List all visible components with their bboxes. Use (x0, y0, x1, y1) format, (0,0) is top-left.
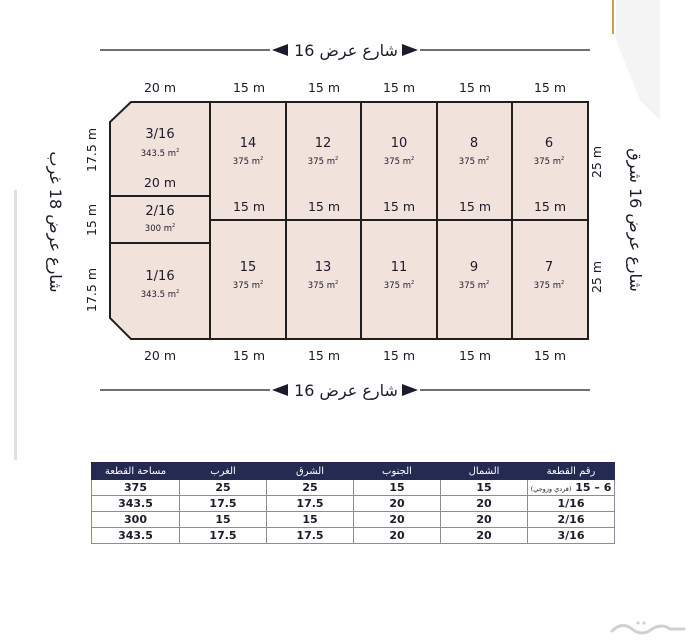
dims-west (84, 128, 99, 312)
dim-top-2: 15 m (232, 80, 266, 95)
cell-north: 20 (441, 496, 528, 512)
street-east-label: شارع عرض 16 شرق (626, 148, 645, 292)
plot-15 (210, 220, 286, 339)
dim-east-1: 25 m (589, 145, 604, 179)
dim-bottom-3: 15 m (307, 348, 341, 363)
table-header-row (92, 463, 615, 480)
dim-west-1: 17.5 m (84, 128, 99, 172)
plot-area: 375 $m^2$ (383, 156, 415, 167)
cell-area: 300 (92, 512, 180, 528)
plots-table (91, 462, 615, 544)
cell-west: 15 (180, 512, 267, 528)
cell-west: 17.5 (180, 528, 267, 544)
plot-area: 375 $m^2$ (533, 280, 565, 291)
plot-number: 14 (239, 136, 257, 151)
plot-area: 343.5 $m^2$ (140, 148, 180, 159)
street-top-label: شارع عرض 16 (294, 41, 398, 60)
cell-south: 20 (354, 512, 441, 528)
cell-plot: 1/16 (528, 496, 615, 512)
dim-middle-2: 15 m (232, 199, 266, 214)
plot-area: 375 $m^2$ (458, 156, 490, 167)
dim-middle-1: 20 m (143, 175, 177, 190)
dim-middle-6: 15 m (533, 199, 567, 214)
plot-7 (512, 220, 588, 339)
plot-13 (286, 220, 361, 339)
cell-east: 17.5 (267, 528, 354, 544)
plot-number: 6 (544, 136, 554, 151)
cell-area: 343.5 (92, 496, 180, 512)
plot-area: 375 $m^2$ (383, 280, 415, 291)
plot-number: 8 (469, 136, 479, 151)
cell-north: 20 (441, 512, 528, 528)
arrow-right-icon (402, 384, 418, 396)
dim-bottom-2: 15 m (232, 348, 266, 363)
dim-east-2: 25 m (589, 260, 604, 294)
dim-top-6: 15 m (533, 80, 567, 95)
dim-west-2: 15 m (84, 203, 99, 237)
plot-area: 375 $m^2$ (307, 156, 339, 167)
cell-plot: 3/16 (528, 528, 615, 544)
plot-number: 9 (469, 260, 479, 275)
dim-bottom-6: 15 m (533, 348, 567, 363)
cell-east: 17.5 (267, 496, 354, 512)
plot-number: 2/16 (145, 204, 175, 219)
plot-number: 11 (390, 260, 408, 275)
dim-middle-4: 15 m (382, 199, 416, 214)
table-row (92, 480, 615, 496)
plot-area: 375 $m^2$ (232, 156, 264, 167)
plot-area: 343.5 $m^2$ (140, 289, 180, 300)
header-west: الغرب (180, 463, 267, 480)
header-north: الشمال (441, 463, 528, 480)
plot-11 (361, 220, 437, 339)
cell-area: 375 (92, 480, 180, 496)
cell-plot: 2/16 (528, 512, 615, 528)
dims-top (144, 80, 566, 95)
cell-west: 17.5 (180, 496, 267, 512)
header-area: مساحة القطعة (92, 463, 180, 480)
dims-bottom (144, 348, 566, 363)
cell-north: 15 (441, 480, 528, 496)
arrow-left-icon (272, 44, 288, 56)
cell-south: 15 (354, 480, 441, 496)
plots (110, 102, 588, 339)
watermark-logo-icon (608, 617, 688, 637)
plot-area: 375 $m^2$ (307, 280, 339, 291)
cell-east: 15 (267, 512, 354, 528)
plot-note: (فردي وزوجي) (530, 485, 572, 493)
header-plot: رقم القطعة (528, 463, 615, 480)
plot-area: 375 $m^2$ (533, 156, 565, 167)
dim-bottom-1: 20 m (143, 348, 177, 363)
plot-9 (437, 220, 512, 339)
arrow-left-icon (272, 384, 288, 396)
street-west-label: شارع عرض 18 غرب (46, 151, 65, 293)
table-row (92, 512, 615, 528)
dim-middle-5: 15 m (458, 199, 492, 214)
cell-plot (528, 480, 615, 496)
dim-bottom-4: 15 m (382, 348, 416, 363)
header-east: الشرق (267, 463, 354, 480)
plot-number: 7 (544, 260, 554, 275)
dim-top-1: 20 m (143, 80, 177, 95)
table-row (92, 528, 615, 544)
cell-south: 20 (354, 496, 441, 512)
plot-number: 15 (239, 260, 257, 275)
table-row (92, 496, 615, 512)
plot-number: 12 (314, 136, 332, 151)
dim-west-3: 17.5 m (84, 268, 99, 312)
street-bottom-label: شارع عرض 16 (294, 381, 398, 400)
cell-south: 20 (354, 528, 441, 544)
plot-number: 1/16 (145, 269, 175, 284)
plot-number: 10 (390, 136, 408, 151)
dim-top-5: 15 m (458, 80, 492, 95)
plot-number: 3/16 (145, 127, 175, 142)
plot-number: 6 – 15 (575, 481, 612, 494)
street-top (100, 41, 590, 61)
dim-middle-3: 15 m (307, 199, 341, 214)
plot-number: 13 (314, 260, 332, 275)
plot-area: 375 $m^2$ (458, 280, 490, 291)
cell-north: 20 (441, 528, 528, 544)
plot-area: 300 $m^2$ (144, 223, 176, 234)
header-south: الجنوب (354, 463, 441, 480)
dim-top-4: 15 m (382, 80, 416, 95)
arrow-right-icon (402, 44, 418, 56)
cell-east: 25 (267, 480, 354, 496)
dims-east (589, 146, 604, 293)
dim-top-3: 15 m (307, 80, 341, 95)
cell-area: 343.5 (92, 528, 180, 544)
dim-bottom-5: 15 m (458, 348, 492, 363)
cell-west: 25 (180, 480, 267, 496)
plot-area: 375 $m^2$ (232, 280, 264, 291)
street-bottom (100, 381, 590, 401)
